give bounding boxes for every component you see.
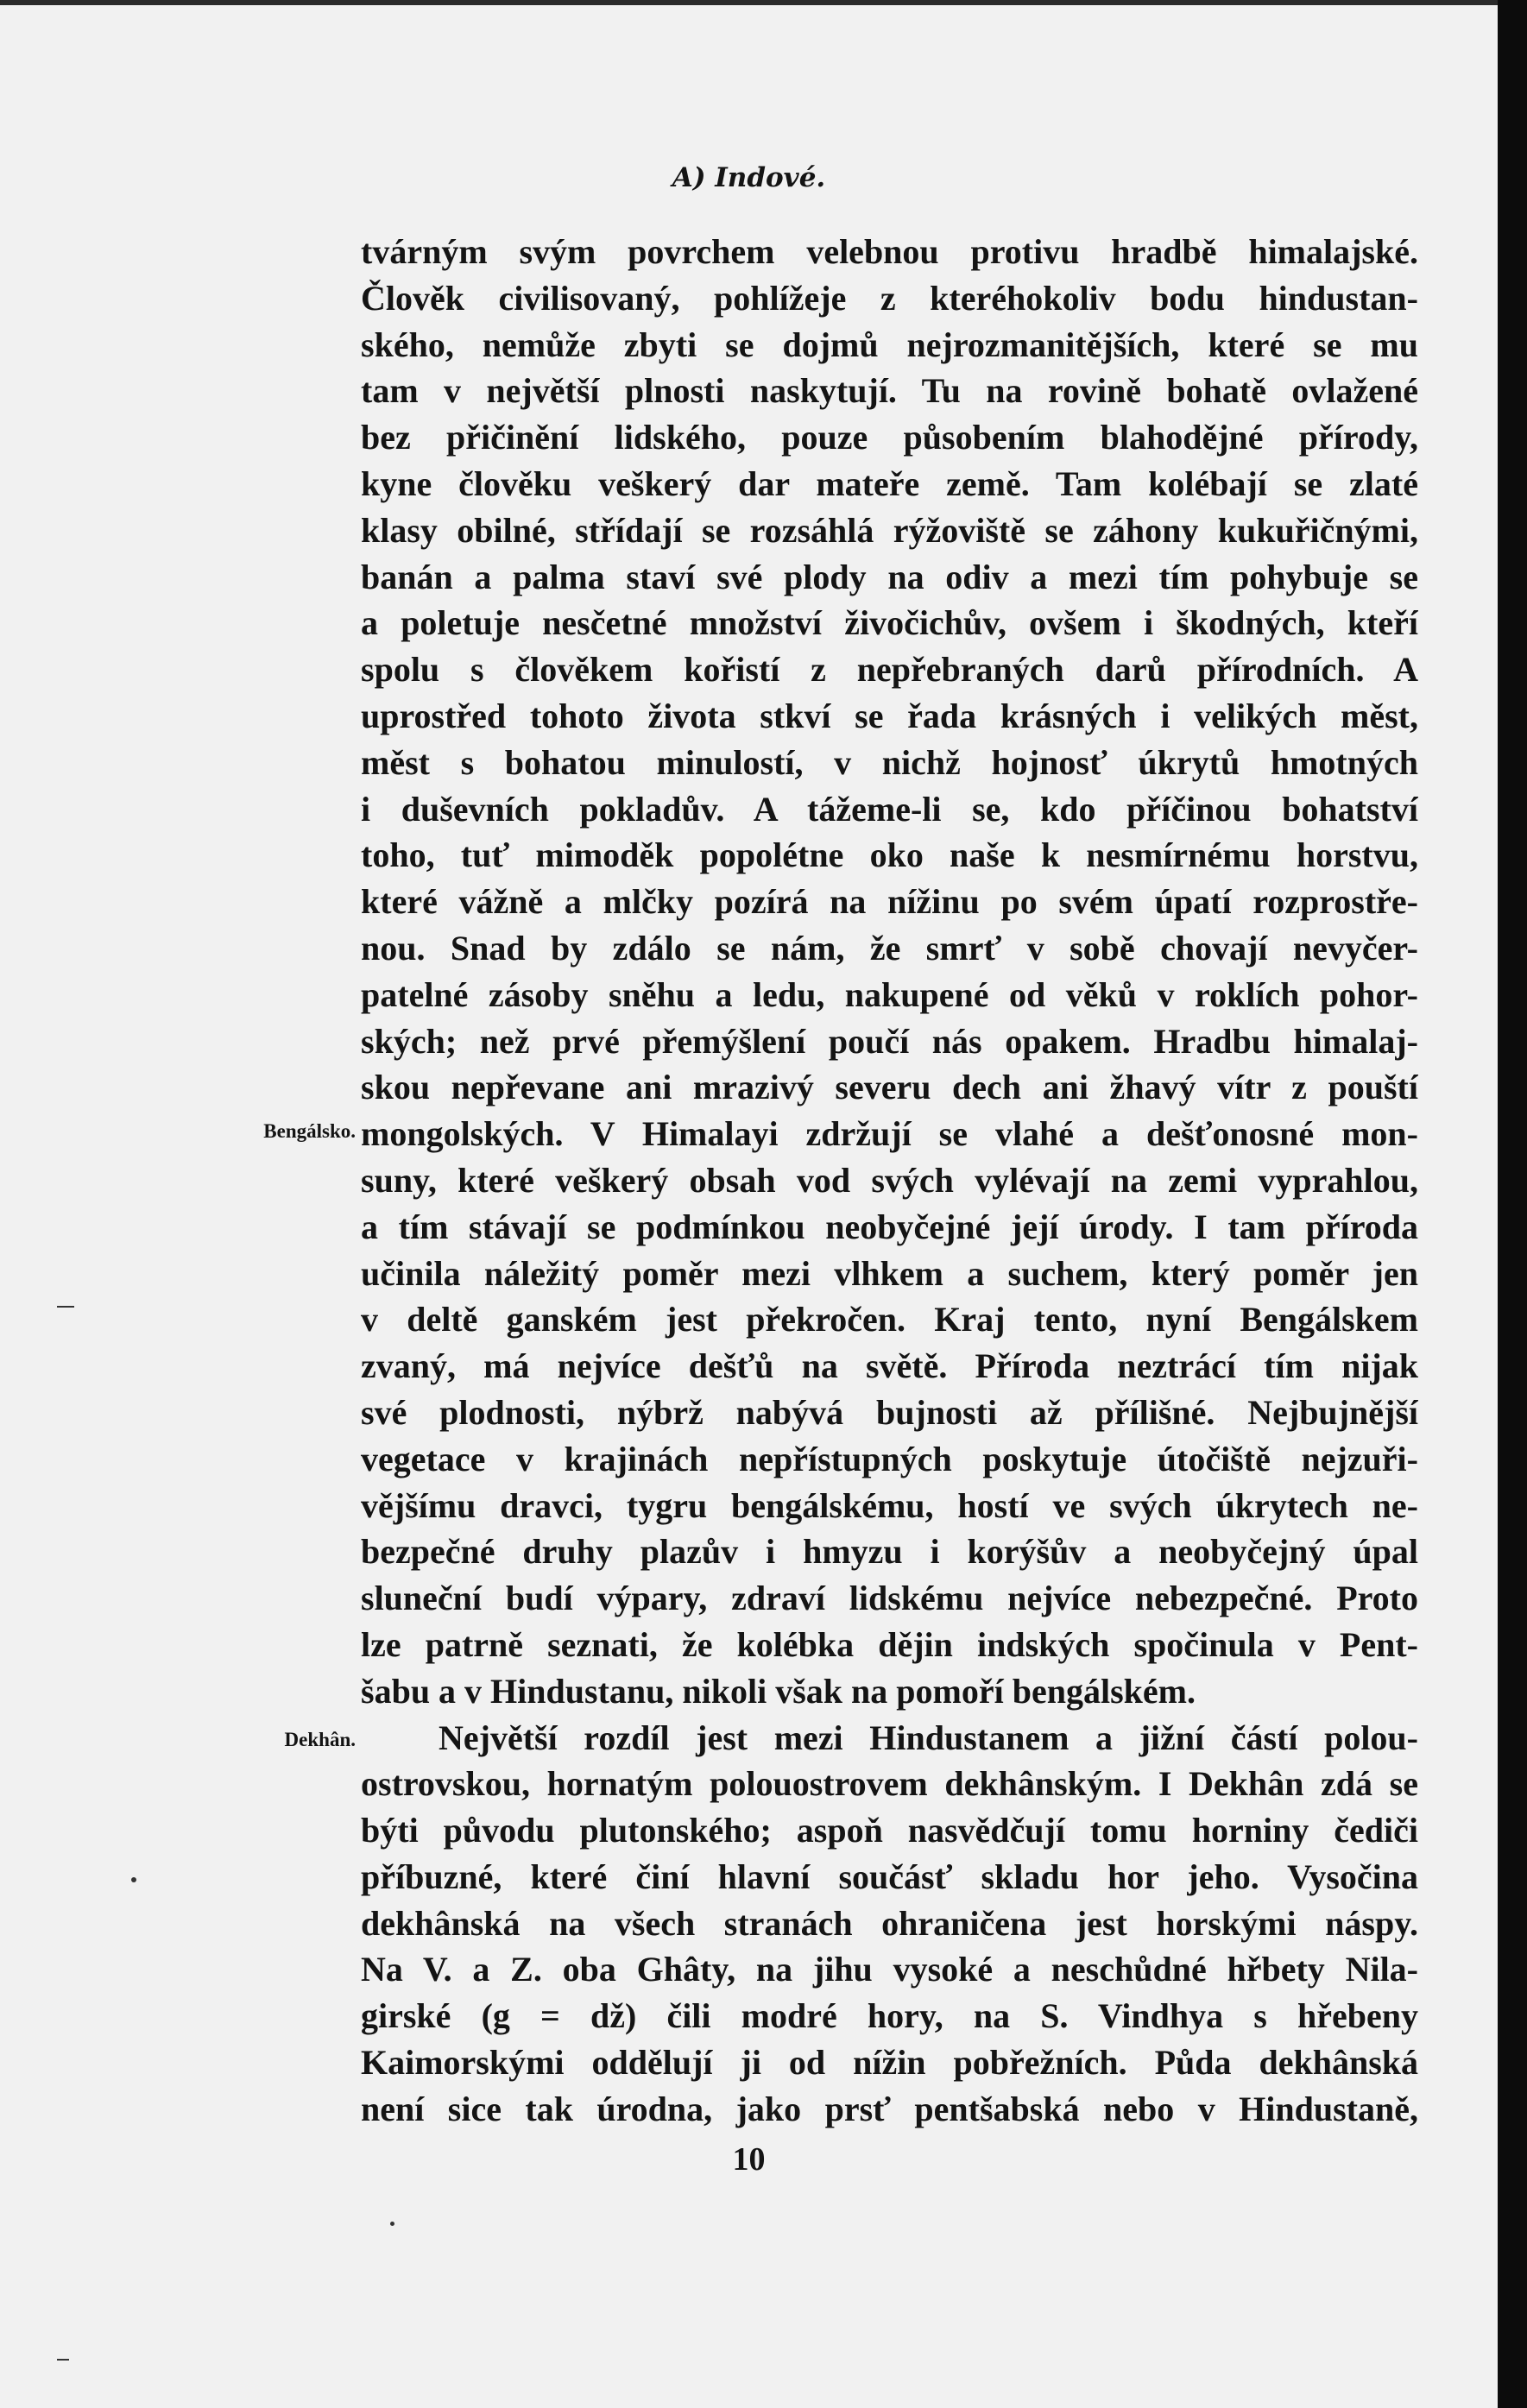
text-line: tam v největší plnosti naskytují. Tu na rovině bohatě ovlažené	[361, 371, 1418, 411]
text-line: býti původu plutonského; aspoň nasvědčují tomu horniny čediči	[361, 1811, 1418, 1850]
text-line: klasy obilné, střídají se rozsáhlá rýžoviště se záhony kukuřičnými,	[361, 510, 1418, 550]
text-line: není sice tak úrodna, jako prsť pentšabská nebo v Hindustaně,	[361, 2089, 1418, 2128]
text-line: uprostřed tohoto života stkví se řada krásných i velikých měst,	[361, 696, 1418, 735]
text-line: tvárným svým povrchem velebnou protivu hradbě himalajské.	[361, 232, 1418, 271]
text-line: patelné zásoby sněhu a ledu, nakupené od věků v roklích pohor-	[361, 974, 1418, 1014]
text-line: nou. Snad by zdálo se nám, že smrť v sobě chovají nevyčer-	[361, 928, 1418, 968]
text-line: své plodnosti, nýbrž nabývá bujnosti až přílišné. Nejbujnější	[361, 1392, 1418, 1432]
scan-speck	[131, 1877, 136, 1882]
text-line: suny, které veškerý obsah vod svých vylévají na zemi vyprahlou,	[361, 1160, 1418, 1200]
right-scan-edge	[1498, 0, 1527, 2408]
text-line: spolu s člověkem kořistí z nepřebraných darů přírodních. A	[361, 650, 1418, 690]
body-text	[361, 229, 1418, 2133]
text-line: toho, tuť mimoděk popolétne oko naše k nesmírnému horstvu,	[361, 835, 1418, 875]
text-line: příbuzné, které činí hlavní součásť skladu hor jeho. Vysočina	[361, 1856, 1418, 1896]
text-line: mongolských. V Himalayi zdržují se vlahé a dešťonosné mon-	[361, 1114, 1418, 1154]
text-line: lze patrně seznati, že kolébka dějin indských spočinula v Pent-	[361, 1624, 1418, 1664]
text-line: skou nepřevane ani mrazivý severu dech ani žhavý vítr z pouští	[361, 1068, 1418, 1107]
text-line: Kaimorskými oddělují ji od nížin pobřežních. Půda dekhânská	[361, 2043, 1418, 2083]
scan-speck	[57, 2359, 69, 2361]
text-line: banán a palma staví své plody na odiv a mezi tím pohybuje se	[361, 557, 1418, 596]
text-line: a poletuje nesčetné množství živočichův, ovšem i škodných, kteří	[361, 603, 1418, 643]
margin-note-bengalsko: Bengálsko.	[263, 1120, 356, 1142]
text-line: Největší rozdíl jest mezi Hindustanem a jižní částí polou-	[439, 1718, 1418, 1757]
scan-speck	[57, 1306, 74, 1308]
running-header: A) Indové.	[672, 162, 826, 193]
top-scan-edge	[0, 0, 1498, 5]
text-line: sluneční budí výpary, zdraví lidskému nejvíce nebezpečné. Proto	[361, 1579, 1418, 1618]
text-line: Na V. a Z. oba Ghâty, na jihu vysoké a neschůdné hřbety Nila-	[361, 1950, 1418, 1989]
text-line: i duševních pokladův. A tážeme-li se, kdo příčinou bohatství	[361, 789, 1418, 829]
text-line: ostrovskou, hornatým polouostrovem dekhânským. I Dekhân zdá se	[361, 1764, 1418, 1804]
text-line: kyne člověku veškerý dar mateře země. Tam kolébají se zlaté	[361, 463, 1418, 503]
text-line: které vážně a mlčky pozírá na nížinu po svém úpatí rozprostře-	[361, 882, 1418, 922]
text-line: šabu a v Hindustanu, nikoli však na pomoří bengálském.	[361, 1671, 1196, 1711]
text-line: měst s bohatou minulostí, v nichž hojnosť úkrytů hmotných	[361, 742, 1418, 782]
text-line: učinila náležitý poměr mezi vlhkem a suchem, který poměr jen	[361, 1253, 1418, 1293]
text-line: bezpečné druhy plazův i hmyzu i korýšův a neobyčejný úpal	[361, 1532, 1418, 1572]
margin-note-dekhan: Dekhân.	[284, 1729, 356, 1750]
scan-speck	[390, 2222, 394, 2226]
text-line: a tím stávají se podmínkou neobyčejné její úrody. I tam příroda	[361, 1207, 1418, 1246]
text-line: dekhânská na všech stranách ohraničena jest horskými náspy.	[361, 1903, 1418, 1943]
text-line: vegetace v krajinách nepřístupných poskytuje útočiště nejzuři-	[361, 1439, 1418, 1478]
text-line: girské (g = dž) čili modré hory, na S. Vindhya s hřebeny	[361, 1996, 1418, 2036]
text-line: bez přičinění lidského, pouze působením blahodějné přírody,	[361, 418, 1418, 457]
text-line: vějšímu dravci, tygru bengálskému, hostí ve svých úkrytech ne-	[361, 1485, 1418, 1525]
text-line: v deltě ganském jest překročen. Kraj tento, nyní Bengálskem	[361, 1300, 1418, 1340]
text-line: ského, nemůže zbyti se dojmů nejrozmanitějších, které se mu	[361, 325, 1418, 364]
page-number: 10	[732, 2141, 766, 2178]
text-line: ských; než prvé přemýšlení poučí nás opakem. Hradbu himalaj-	[361, 1021, 1418, 1061]
text-line: zvaný, má nejvíce dešťů na světě. Příroda neztrácí tím nijak	[361, 1346, 1418, 1386]
text-line: Člověk civilisovaný, pohlížeje z kteréhokoliv bodu hindustan-	[361, 278, 1418, 318]
